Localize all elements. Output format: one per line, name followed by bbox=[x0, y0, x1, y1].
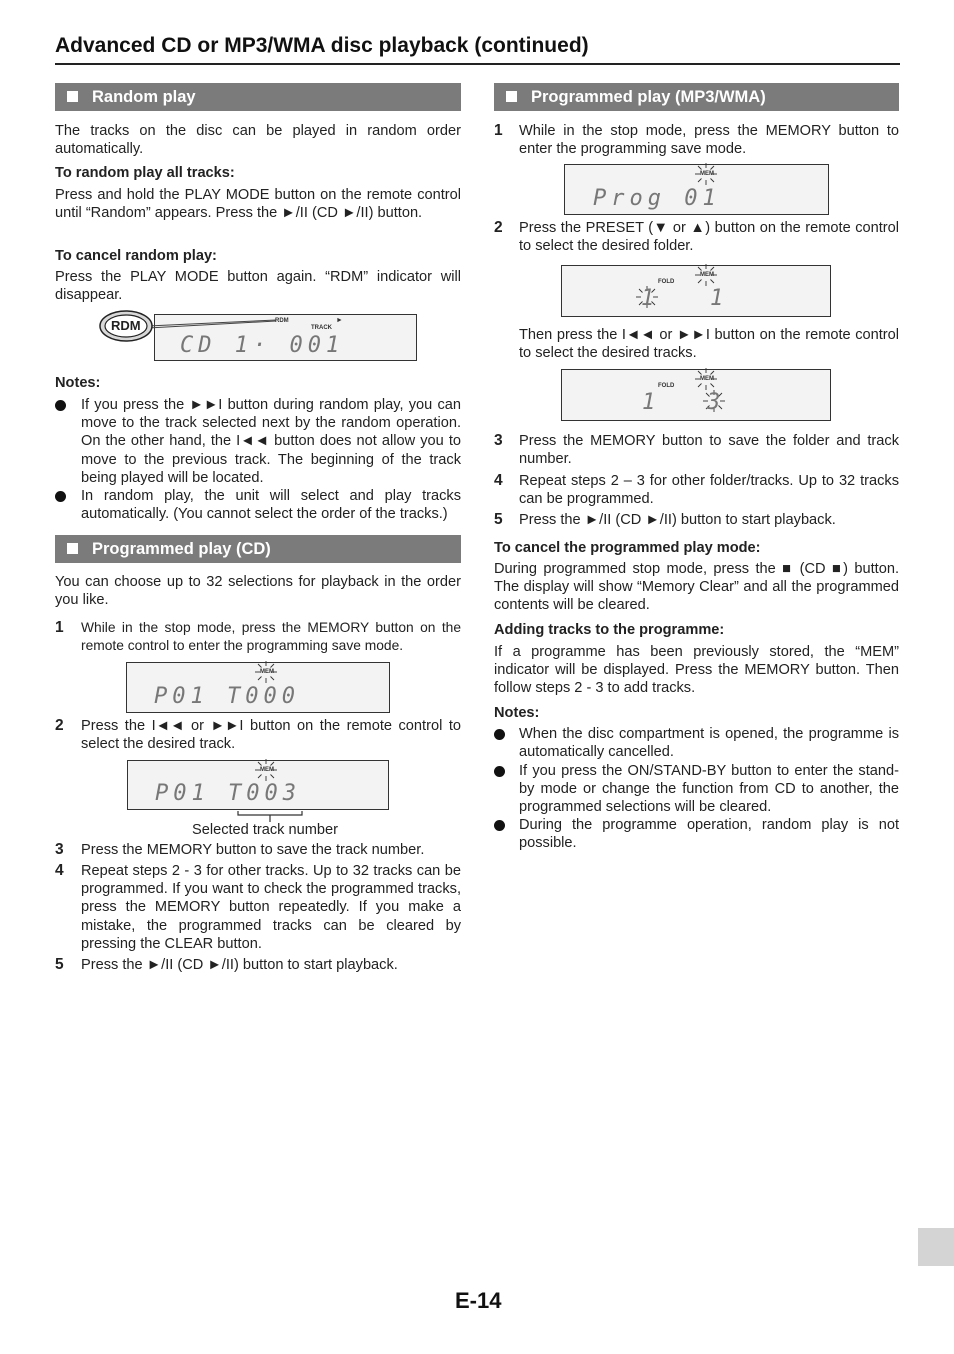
random-note-2: In random play, the unit will select and play tracks automatically. (You cannot select the order of the tracks.) bbox=[81, 488, 461, 523]
mp3-step-2: Press the PRESET (▼ or ▲) button on the remote control to select the desired folder. bbox=[519, 220, 899, 255]
mp3-note-3: During the programme operation, random play is not possible. bbox=[519, 817, 899, 852]
mem-indicator: MEM bbox=[700, 171, 714, 177]
lcd-text: P01 T003 bbox=[155, 781, 301, 806]
fold-indicator: FOLD bbox=[658, 383, 675, 389]
cd-step-5: Press the ►/II (CD ►/II) button to start playback. bbox=[81, 957, 398, 973]
mem-indicator: MEM bbox=[700, 272, 714, 278]
step-number: 5 bbox=[55, 956, 64, 973]
step-number: 2 bbox=[494, 219, 503, 236]
mp3-step-5: Press the ►/II (CD ►/II) button to start playback. bbox=[519, 512, 836, 528]
bullet-icon bbox=[494, 766, 505, 777]
side-tab bbox=[918, 1228, 954, 1266]
title-rule bbox=[55, 63, 900, 65]
mp3-step-4: Repeat steps 2 – 3 for other folder/tracks. Up to 32 tracks can be programmed. bbox=[519, 473, 899, 508]
square-bullet-icon bbox=[506, 91, 517, 102]
fold-indicator: FOLD bbox=[658, 279, 675, 285]
bullet-icon bbox=[494, 820, 505, 831]
lcd-display-mp3-1 bbox=[564, 164, 829, 215]
step-number: 1 bbox=[55, 619, 64, 636]
rdm-indicator: RDM bbox=[275, 318, 289, 324]
lcd-track-number: 3 bbox=[707, 390, 726, 415]
mp3-cancel-text: During programmed stop mode, press the ■ (CD ■) button. The display will show “Memory Clear” and all the programmed contents will be cleared. bbox=[494, 561, 899, 614]
mp3-step-1: While in the stop mode, press the MEMORY button to enter the programming save mode. bbox=[519, 123, 899, 158]
step-number: 4 bbox=[55, 862, 64, 879]
mem-indicator: MEM bbox=[700, 376, 714, 382]
mp3-step-2-then: Then press the I◄◄ or ►►I button on the remote control to select the desired tracks. bbox=[519, 327, 899, 362]
step-number: 4 bbox=[494, 472, 503, 489]
cd-step-1: While in the stop mode, press the MEMORY button on the remote control to enter the programming save mode. bbox=[81, 620, 461, 654]
section-header-programmed-mp3: Programmed play (MP3/WMA) bbox=[494, 83, 899, 111]
random-cancel-text: Press the PLAY MODE button again. “RDM” indicator will disappear. bbox=[55, 269, 461, 304]
random-all-text: Press and hold the PLAY MODE button on the remote control until “Random” appears. Press the ►/II (CD ►/II) button. bbox=[55, 187, 461, 222]
mem-indicator: MEM bbox=[260, 767, 274, 773]
mp3-note-2: If you press the ON/STAND-BY button to enter the stand-by mode or change the function from CD to another, the programmed selections will be cleared. bbox=[519, 763, 899, 816]
step-number: 5 bbox=[494, 511, 503, 528]
random-cancel-heading: To cancel random play: bbox=[55, 248, 217, 264]
lcd-display-cd-1 bbox=[126, 662, 390, 713]
random-intro: The tracks on the disc can be played in random order automatically. bbox=[55, 123, 461, 158]
lcd-text: CD 1· 001 bbox=[180, 333, 345, 358]
mp3-note-1: When the disc compartment is opened, the programme is automatically cancelled. bbox=[519, 726, 899, 761]
page-title: Advanced CD or MP3/WMA disc playback (continued) bbox=[55, 34, 589, 57]
bullet-icon bbox=[55, 491, 66, 502]
random-note-1: If you press the ►►I button during random play, you can move to the track selected next by the random operation. On the other hand, the I◄◄ button does not allow you to move to the previous track. The beginning of the track being played will be located. bbox=[81, 397, 461, 486]
mp3-notes-heading: Notes: bbox=[494, 705, 540, 721]
lcd-text: P01 T000 bbox=[154, 684, 300, 709]
programmed-cd-intro: You can choose up to 32 selections for playback in the order you like. bbox=[55, 574, 461, 609]
lcd-folder-number: 1 bbox=[642, 390, 661, 415]
lcd-track-number: 1 bbox=[710, 286, 729, 311]
page-number: E-14 bbox=[455, 1288, 502, 1313]
mp3-adding-text: If a programme has been previously stored, the “MEM” indicator will be displayed. Press the MEMORY button. Then follow steps 2 - 3 to add tracks. bbox=[494, 644, 899, 697]
random-all-heading: To random play all tracks: bbox=[55, 165, 235, 181]
cd-step-4: Repeat steps 2 - 3 for other tracks. Up to 32 tracks can be programmed. If you want to check the programmed tracks, press the MEMORY button repeatedly. If you make a mistake, the programmed tracks can be cleared by pressing the CLEAR button. bbox=[81, 863, 461, 952]
cd-step-3: Press the MEMORY button to save the track number. bbox=[81, 842, 425, 858]
square-bullet-icon bbox=[67, 543, 78, 554]
section-header-random-play: Random play bbox=[55, 83, 461, 111]
lcd-display-mp3-2 bbox=[561, 265, 831, 317]
lcd-text: Prog 01 bbox=[593, 186, 721, 211]
mem-indicator: MEM bbox=[260, 669, 274, 675]
step-number: 2 bbox=[55, 717, 64, 734]
play-indicator-icon: ► bbox=[336, 317, 343, 324]
mp3-cancel-heading: To cancel the programmed play mode: bbox=[494, 540, 761, 556]
bullet-icon bbox=[494, 729, 505, 740]
step-number: 3 bbox=[55, 841, 64, 858]
cd-step-2: Press the I◄◄ or ►►I button on the remote control to select the desired track. bbox=[81, 718, 461, 753]
square-bullet-icon bbox=[67, 91, 78, 102]
track-indicator: TRACK bbox=[311, 325, 332, 331]
step-number: 1 bbox=[494, 122, 503, 139]
mp3-step-3: Press the MEMORY button to save the folder and track number. bbox=[519, 433, 899, 468]
random-notes-heading: Notes: bbox=[55, 375, 101, 391]
mp3-adding-heading: Adding tracks to the programme: bbox=[494, 622, 725, 638]
bullet-icon bbox=[55, 400, 66, 411]
step-number: 3 bbox=[494, 432, 503, 449]
lcd-folder-number: 1 bbox=[641, 286, 660, 311]
rdm-callout-label: RDM bbox=[111, 318, 141, 333]
lcd-display-mp3-3 bbox=[561, 369, 831, 421]
selected-track-caption: Selected track number bbox=[192, 822, 339, 838]
lcd-display-cd-2 bbox=[127, 760, 389, 810]
section-header-programmed-cd: Programmed play (CD) bbox=[55, 535, 461, 563]
